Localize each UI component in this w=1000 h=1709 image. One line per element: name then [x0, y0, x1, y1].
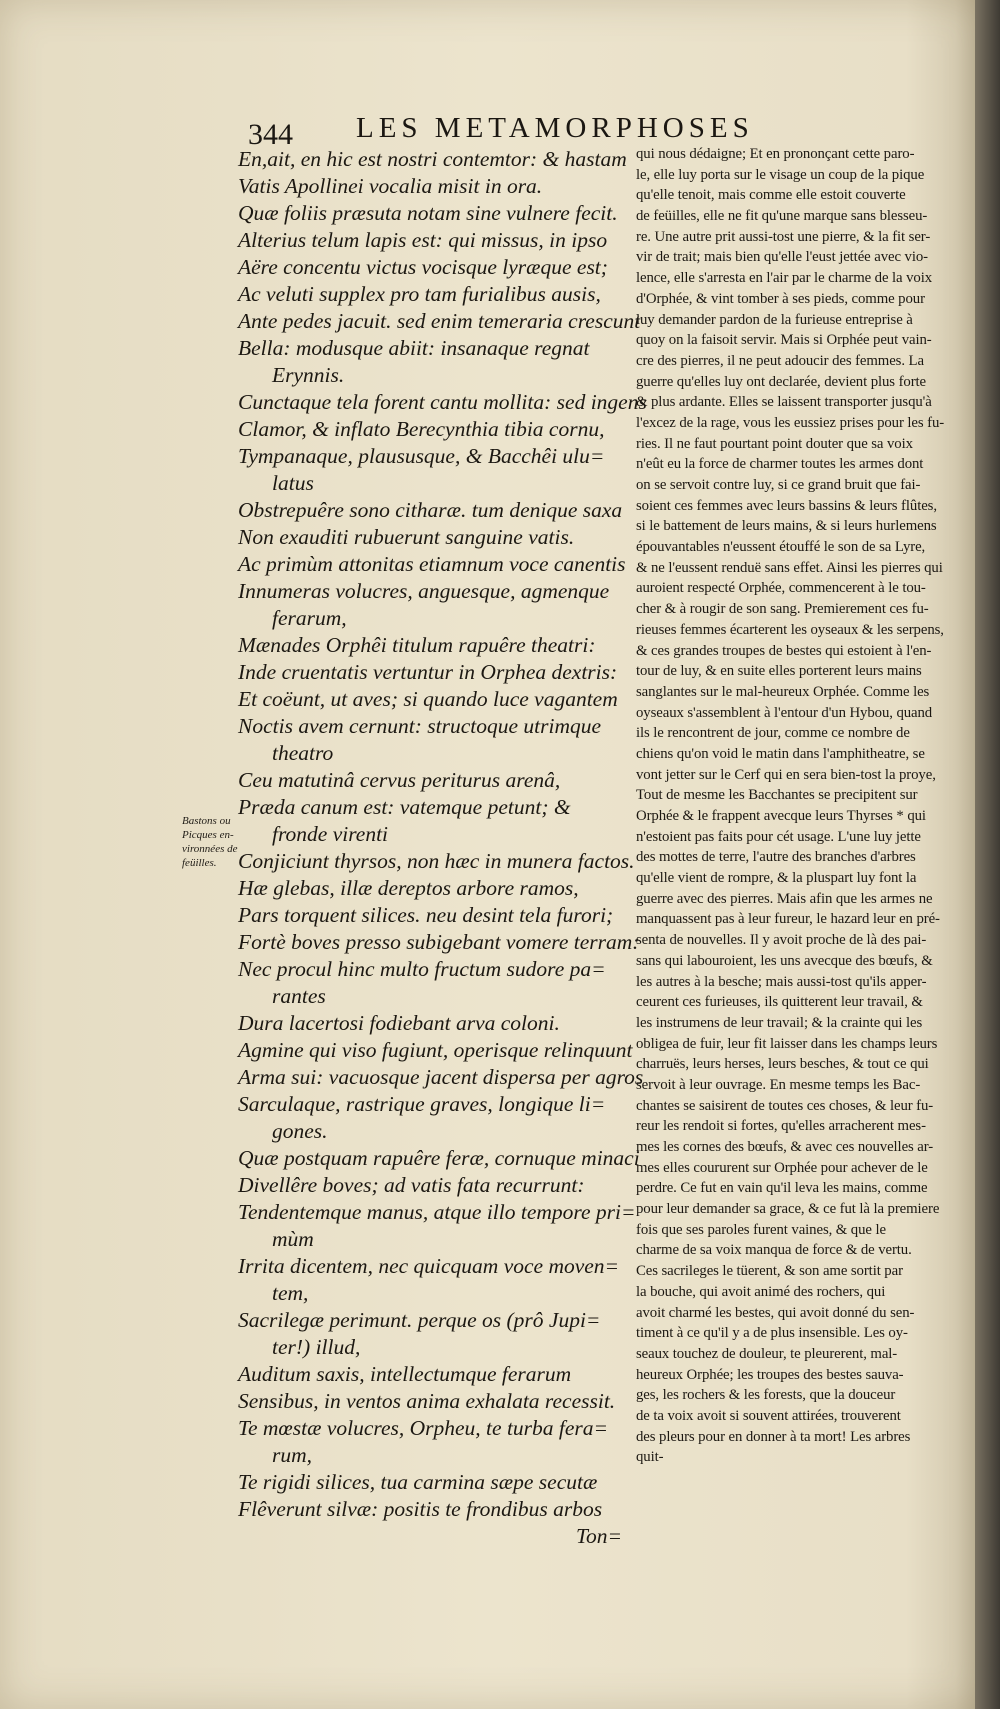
latin-line: Fortè boves presso subigebant vomere terram: — [238, 930, 640, 954]
french-line: qu'elle tenoit, mais comme elle estoit couverte — [636, 187, 906, 204]
latin-line: Nec procul hinc multo fructum sudore pa= — [238, 957, 606, 981]
french-line: Orphée & le frappent avecque leurs Thyrses * qui — [636, 808, 926, 824]
latin-line: Arma sui: vacuosque jacent dispersa per agros — [238, 1065, 644, 1089]
french-line: sans qui labouroient, les uns avecque des bœufs, & — [636, 952, 933, 969]
latin-line: Non exauditi rubuerunt sanguine vatis. — [238, 525, 575, 549]
french-line: manquassent pas à leur fureur, le hazard leur en pré- — [636, 911, 940, 928]
latin-line: Et coëunt, ut aves; si quando luce vagantem — [238, 687, 618, 711]
latin-line: Te mœstæ volucres, Orpheu, te turba fera= — [238, 1416, 609, 1440]
latin-line: Auditum saxis, intellectumque ferarum — [238, 1362, 572, 1386]
french-line: ils le rencontrent de jour, comme ce nombre de — [636, 725, 910, 742]
french-line: sanglantes sur le mal-heureux Orphée. Comme les — [636, 683, 930, 700]
french-prose-column — [636, 144, 978, 1468]
french-line: obligea de fuir, leur fit laisser dans les champs leurs — [636, 1035, 938, 1052]
latin-line: Quæ foliis præsuta notam sine vulnere fecit. — [238, 201, 618, 225]
french-line: perdre. Ce fut en vain qu'il leva les mains, comme — [636, 1180, 928, 1197]
french-line: auroient respecté Orphée, commencerent à le tou- — [636, 580, 926, 597]
latin-line: Pars torquent silices. neu desint tela furori; — [238, 903, 614, 927]
french-line: rieuses femmes écarterent les oyseaux & les serpens, — [636, 621, 944, 638]
french-line: lence, elle s'arresta en l'air par le charme de la voix — [636, 270, 933, 287]
latin-line: Mænades Orphêi titulum rapuêre theatri: — [238, 633, 596, 657]
latin-line: Dura lacertosi fodiebant arva coloni. — [238, 1011, 560, 1035]
french-line: les autres à la besche; mais aussi-tost qu'ils apper- — [636, 973, 927, 990]
latin-line: Inde cruentatis vertuntur in Orphea dextris: — [238, 660, 618, 684]
french-line: & ne l'eussent renduë sans effet. Ainsi les pierres qui — [636, 559, 943, 576]
french-line: guerre qu'elles luy ont declarée, devient plus forte — [636, 373, 927, 390]
french-line: si le battement de leurs mains, & si leurs hurlemens — [636, 518, 937, 535]
french-line: des mottes de terre, l'autre des branches d'arbres — [636, 849, 916, 866]
latin-line: Irrita dicentem, nec quicquam voce moven= — [238, 1254, 620, 1278]
french-line: n'estoient pas faits pour cét usage. L'une luy jette — [636, 828, 921, 845]
french-line: le, elle luy porta sur le visage un coup de la pique — [636, 166, 925, 183]
french-line: de feüilles, elle ne fit qu'une marque sans blesseu- — [636, 208, 928, 225]
french-line: des pleurs pour en donner à ta mort! Les arbres — [636, 1428, 911, 1445]
latin-line: latus — [272, 471, 314, 495]
french-line: avoit charmé les bestes, qui avoit donné du sen- — [636, 1304, 915, 1321]
margin-note-line: vironnées de — [182, 843, 238, 855]
latin-line: Quæ postquam rapuêre feræ, cornuque minaci — [238, 1146, 640, 1170]
french-line: épouvantables n'eussent étouffé le son de sa Lyre, — [636, 539, 926, 556]
french-line: & plus ardante. Elles se laissent transporter jusqu'à — [636, 394, 932, 411]
french-line: mes elles coururent sur Orphée pour achever de le — [636, 1159, 928, 1176]
latin-line: mùm — [272, 1227, 314, 1251]
latin-line: rantes — [272, 984, 326, 1008]
french-line: oyseaux s'assemblent à l'entour d'un Hybou, quand — [636, 704, 933, 721]
french-line: de ta voix avoit si souvent attirées, trouverent — [636, 1407, 901, 1424]
french-line: tour de luy, & en suite elles porterent leurs mains — [636, 663, 922, 680]
latin-line: ter!) illud, — [272, 1335, 361, 1359]
french-line: quoy on la faisoit servir. Mais si Orphée peut vain- — [636, 332, 932, 349]
french-line: ceurent ces furieuses, ils quitterent leur travail, & — [636, 994, 923, 1011]
french-line: cre des pierres, il ne peut adoucir des femmes. La — [636, 352, 924, 369]
latin-line: En,ait, en hic est nostri contemtor: & hastam — [238, 147, 627, 171]
latin-line: Noctis avem cernunt: structoque utrimque — [238, 714, 602, 738]
latin-line: rum, — [272, 1443, 313, 1467]
french-line: vir de trait; mais bien qu'elle l'eust jettée avec vio- — [636, 249, 928, 266]
latin-line: Aëre concentu victus vocisque lyræque est; — [238, 255, 608, 279]
latin-line: ferarum, — [272, 606, 347, 630]
french-line: timent à ce qu'il y a de plus insensible. Les oy- — [636, 1325, 908, 1342]
latin-line: Te rigidi silices, tua carmina sæpe secutæ — [238, 1470, 598, 1494]
latin-line: Agmine qui viso fugiunt, operisque relinquunt — [238, 1038, 633, 1062]
french-line: chiens qu'on void le matin dans l'amphitheatre, se — [636, 745, 925, 762]
french-line: cher & à rougir de son sang. Premierement ces fu- — [636, 601, 929, 618]
french-line: d'Orphée, & vint tomber à ses pieds, comme pour — [636, 290, 925, 307]
french-line: qu'elle vient de rompre, & la pluspart luy font la — [636, 870, 917, 887]
margin-note-line: feüilles. — [182, 857, 217, 869]
french-line: on se servoit contre luy, si ce grand bruit que fai- — [636, 477, 921, 493]
french-line: servoit à leur ouvrage. En mesme temps les Bac- — [636, 1076, 921, 1093]
binding-shadow — [975, 0, 1000, 1709]
french-line: luy demander pardon de la furieuse entreprise à — [636, 311, 913, 328]
french-line: les instrumens de leur travail; & la crainte qui les — [636, 1014, 923, 1031]
french-line: heureux Orphée; les troupes des bestes sauva- — [636, 1366, 904, 1383]
french-line: mes les cornes des bœufs, & avec ces nouvelles ar- — [636, 1139, 934, 1155]
latin-line: Tympanaque, plaususque, & Bacchêi ulu= — [238, 444, 605, 468]
latin-line: Sarculaque, rastrique graves, longique li= — [238, 1092, 606, 1116]
latin-line: Bella: modusque abiit: insanaque regnat — [238, 336, 590, 360]
french-line: guerre avec des pierres. Mais afin que les armes ne — [636, 890, 933, 907]
french-line: ries. Il ne faut pourtant point douter que sa voix — [636, 435, 913, 452]
latin-line: theatro — [272, 741, 334, 765]
latin-line: Cunctaque tela forent cantu mollita: sed ingens — [238, 390, 647, 414]
page-number: 344 — [248, 118, 293, 151]
latin-line: fronde virenti — [272, 822, 389, 846]
latin-line: Præda canum est: vatemque petunt; & — [238, 795, 571, 819]
french-line: re. Une autre prit aussi-tost une pierre, & la fit ser- — [636, 228, 931, 245]
french-line: pour leur demander sa grace, & ce fut là la premiere — [636, 1201, 940, 1218]
french-line: charme de sa voix manqua de force & de vertu. — [636, 1242, 912, 1259]
french-line: soient ces femmes avec leurs bassins & leurs flûtes, — [636, 497, 937, 514]
french-line: l'excez de la rage, vous les eussiez prises pour les fu- — [636, 414, 945, 431]
latin-line: Obstrepuêre sono citharæ. tum denique saxa — [238, 498, 623, 522]
margin-note-line: Picques en- — [182, 829, 234, 841]
latin-line: Conjiciunt thyrsos, non hæc in munera factos. — [238, 849, 635, 873]
latin-line: Sensibus, in ventos anima exhalata recessit. — [238, 1389, 616, 1413]
french-line: n'eût eu la force de charmer toutes les armes dont — [636, 456, 924, 473]
french-line: la bouche, qui avoit animé des rochers, qui — [636, 1283, 886, 1300]
french-line: vont jetter sur le Cerf qui en sera bien-tost la proye, — [636, 766, 936, 783]
french-line: & ces grandes troupes de bestes qui estoient à l'en- — [636, 642, 932, 659]
french-line: chantes se saisirent de toutes ces choses, & leur fu- — [636, 1097, 934, 1114]
latin-line: Divellêre boves; ad vatis fata recurrunt: — [238, 1173, 585, 1197]
latin-line: Alterius telum lapis est: qui missus, in ipso — [238, 228, 608, 252]
latin-line: Ton= — [576, 1524, 622, 1548]
latin-line: Ac veluti supplex pro tam furialibus ausis, — [238, 282, 601, 306]
latin-line: tem, — [272, 1281, 309, 1305]
latin-line: Clamor, & inflato Berecynthia tibia cornu, — [238, 417, 605, 441]
margin-note-line: Bastons ou — [182, 815, 231, 827]
latin-line: Ante pedes jacuit. sed enim temeraria crescunt — [238, 309, 641, 333]
latin-line: Flêverunt silvæ: positis te frondibus arbos — [238, 1497, 603, 1521]
french-line: reur les rendoit si fortes, qu'elles arracherent mes- — [636, 1118, 926, 1135]
french-line: Tout de mesme les Bacchantes se precipitent sur — [636, 787, 918, 804]
latin-line: gones. — [272, 1119, 328, 1143]
french-line: Ces sacrileges le tüerent, & son ame sortit par — [636, 1263, 903, 1280]
latin-line: Innumeras volucres, anguesque, agmenque — [238, 579, 610, 603]
french-line: quit- — [636, 1449, 664, 1466]
running-title: LES METAMORPHOSES — [356, 112, 754, 144]
latin-line: Ac primùm attonitas etiamnum voce canentis — [238, 552, 626, 576]
latin-line: Ceu matutinâ cervus periturus arenâ, — [238, 768, 561, 792]
french-line: senta de nouvelles. Il y avoit proche de là des pai- — [636, 932, 927, 949]
latin-verse-column — [238, 146, 647, 1550]
latin-line: Erynnis. — [272, 363, 345, 387]
latin-line: Vatis Apollinei vocalia misit in ora. — [238, 174, 543, 198]
latin-line: Tendentemque manus, atque illo tempore pri= — [238, 1200, 636, 1224]
french-line: ges, les rochers & les forests, que la douceur — [636, 1387, 896, 1404]
french-line: seaux touchez de douleur, te pleurerent, mal- — [636, 1345, 898, 1362]
french-line: fois que ses paroles furent vaines, & que le — [636, 1221, 886, 1238]
latin-line: Hæ glebas, illæ dereptos arbore ramos, — [238, 876, 579, 900]
margin-note — [182, 814, 242, 870]
french-line: qui nous dédaigne; Et en prononçant cette paro- — [636, 146, 915, 162]
latin-line: Sacrilegæ perimunt. perque os (prô Jupi= — [238, 1308, 601, 1332]
french-line: charruës, leurs herses, leurs besches, & tout ce qui — [636, 1056, 929, 1073]
